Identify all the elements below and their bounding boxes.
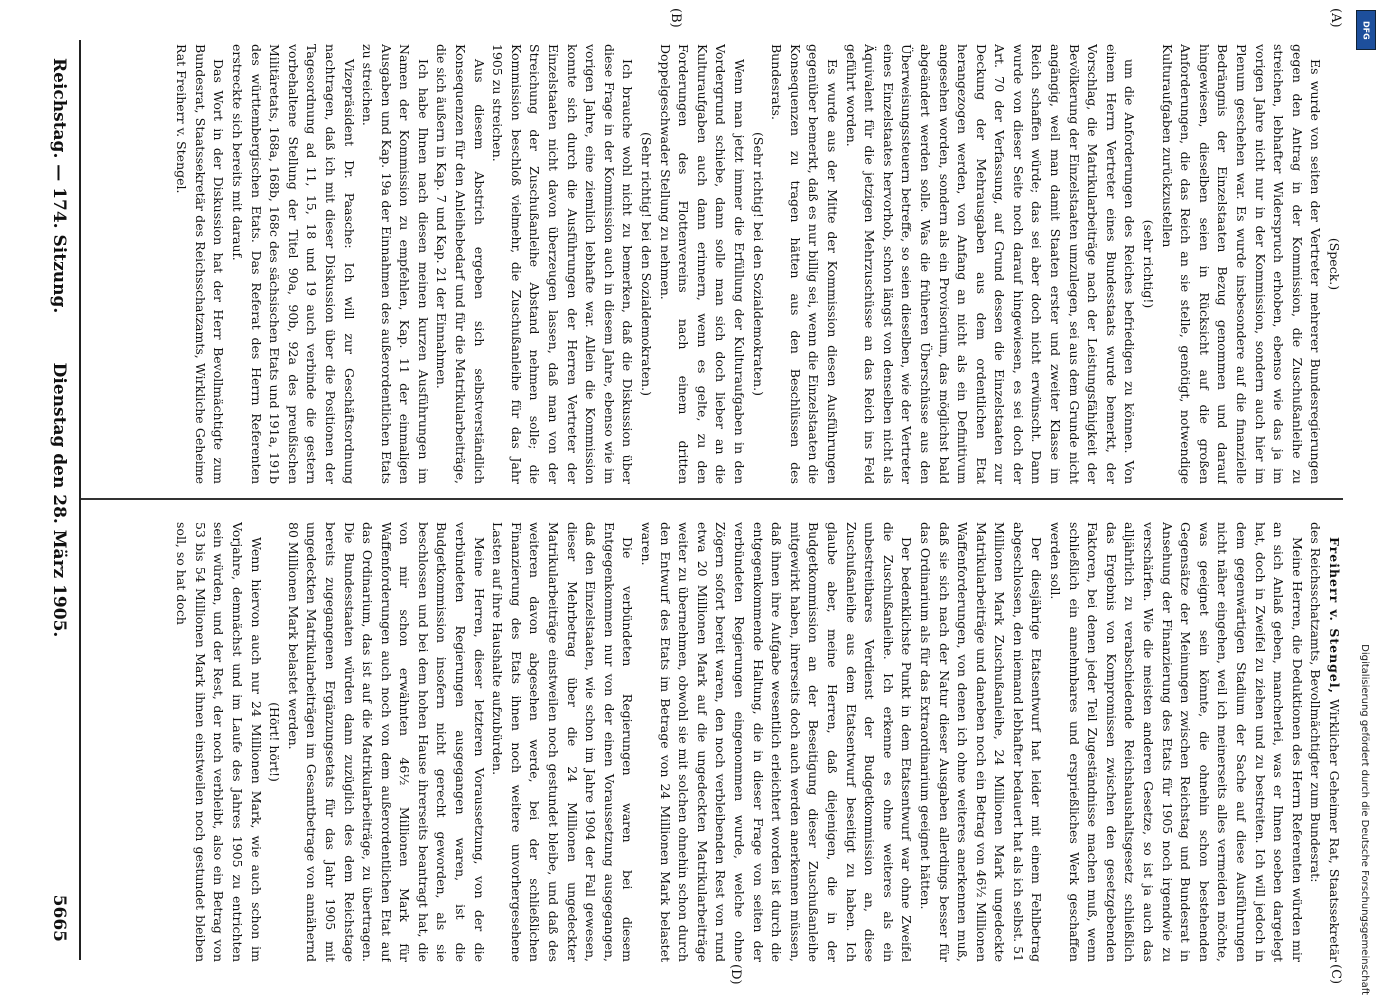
column-divider <box>81 498 1343 500</box>
margin-mark-a: (A) <box>1328 8 1343 28</box>
running-header <box>39 8 73 992</box>
paragraph: Der bedenklichste Punkt in dem Etatsentwurf war ohne Zweifel die Zuschußanleihe. Ich erkenne es ohne weiteres als ein unbestreitbares Verdienst der Budgetkommission an, diese Zuschußanleihe aus dem Etatsentwurf beseitigt zu haben. Ich glaube aber, meine Herren, daß diejenigen, die in der Budgetkommission an der Beseitigung dieser Zuschußanleihe mitgewirkt haben, ihrerseits doch auch werden anerkennen müssen, daß ihnen ihre Aufgabe wesentlich erleichtert worden ist durch die entgegenkommende Haltung, die in dieser Frage von seiten der verbündeten Regierungen eingenommen wurde, welche ohne Zögern sofort bereit waren, den noch verbleibenden Rest von rund etwa 20 Millionen Mark auf die ungedeckten Matrikularbeiträge weiter zu übernehmen, obwohl sie mit solchen ohnehin schon durch den Entwurf des Etats im Betrage von 24 Millionen Mark belastet waren. <box>639 522 915 962</box>
left-column <box>88 44 1343 484</box>
paragraph: Der diesjährige Etatsentwurf hat leider mit einem Fehlbetrag abgeschlossen, den niemand lebhafter bedauert hat als ich selbst. 51 Millionen Mark Zuschußanleihe, 24 Millionen Mark ungedeckte Matrikularbeiträge und daneben noch ein Betrag von 46½ Millionen Waffenforderungen, von denen ich ohne weiteres anerkennen muß, daß sie sich nach der Natur dieser Ausgaben allerdings besser für das Ordinarium als für das Extraordinarium geeignet hätten. <box>917 522 1045 962</box>
interjection: (Sehr richtig! bei den Sozialdemokraten.) <box>750 132 766 396</box>
header-date: Dienstag den 28. März 1905. <box>49 362 69 638</box>
paragraph: Meine Herren, dieser letzteren Voraussetzung, von der die verbündeten Regierungen ausgegangen waren, ist die Budgetkommission insofern nicht gerecht geworden, als sie beschlossen und bei dem hohen Hause ihrerseits beantragt hat, die von mir schon erwähnten 46½ Millionen Mark für Waffenforderungen auch noch von dem außerordentlichen Etat auf das Ordinarium, das ist auf die Matrikularbeiträge, zu übertragen. Die Bundesstaaten würden dann zuzüglich des dem Reichstage bereits zugegangenen Ergänzungsetats für das Jahr 1905 mit ungedeckten Matrikularbeiträgen im Gesamtbetrage von annähernd 80 Millionen Mark belastet werden. <box>285 522 487 962</box>
speaker-title: Wirklicher Geheimer Rat, Staatssekretär des Reichsschatzamts, Bevollmächtigter zum Bundesrat: <box>1308 522 1342 962</box>
paragraph: Das Wort in der Diskussion hat der Herr Bevollmächtigte zum Bundesrat, Staatssekretär des Reichsschatzamts, Wirkliche Geheime Rat Freiherr v. Stengel. <box>174 44 227 484</box>
margin-mark-b: (B) <box>668 8 683 28</box>
dfg-logo: DFG <box>1356 10 1376 50</box>
paragraph: Meine Herren, die Deduktionen des Herrn Referenten würden mir an sich Anlaß geben, mancherlei, was er Ihnen soeben dargelegt hat, doch in Zweifel zu ziehen und zu bestreiten. Ich will jedoch in dem gegenwärtigen Stadium der Sache auf diese Ausführungen nicht näher eingehen, weil ich meinerseits alles vermeiden möchte, was geeignet sein könnte, die ohnehin schon bestehenden Gegensätze der Meinungen zwischen Reichstag und Bundesrat in Ansehung der Finanzierung des Etats für 1905 noch irgendwie zu verschärfen. Wie die meisten anderen Gesetze, so ist ja auch das alljährlich zu verabschiedende Reichshaushaltsgesetz schließlich das Ergebnis von Kompromissen zwischen den gesetzgebenden Faktoren, bei denen jeder Teil Zugeständnisse machen muß, wenn schließlich ein annehmbares und ersprießliches Werk geschaffen werden soll. <box>1048 522 1305 962</box>
margin-mark-d: (D) <box>728 964 743 985</box>
paragraph: um die Anforderungen des Reiches befriedigen zu können. Von einem Herrn Vertreter eines Bundesstaats wurde bemerkt, der Vorschlag, die Matrikularbeiträge nach der Leistungsfähigkeit der Bevölkerung der Einzelstaaten umzulegen, sei aus dem Grunde nicht angängig, weil man damit Staaten erster und zweiter Klasse im Reich schaffen würde; das sei aber doch nicht erwünscht. Dann wurde von dieser Seite noch darauf hingewiesen, es sei doch der Art. 70 der Verfassung, auf Grund dessen die Einzelstaaten zur Deckung der Mehrausgaben aus dem ordentlichen Etat herangezogen werden, von Anfang an nicht als ein Definitivum angesehen worden, sondern als ein Provisorium, das möglichst bald abgeändert werden solle. Was die früheren Überschüsse aus den Überweisungssteuern betreffe, so seien dieselben, wie der Vertreter eines Einzelstaates hervorhob, schon längst von denselben nicht als Äquivalent für die jetzigen Mehrzuschüsse an das Reich ins Feld geführt worden. <box>843 44 1138 484</box>
paragraph: Vizepräsident Dr. Paasche: Ich will zur Geschäftsordnung nachtragen, daß ich mit dieser Diskussion über die Positionen der Tagesordnung ad 11, 15, 18 und 19 auch verbinde die gestern vorbehaltene Stellung der Titel 90a, 90b, 92a des preußischen Militäretats, 168a, 168b, 168c des sächsischen Etats und 191a, 191b des württembergischen Etats. Das Referat des Herrn Referenten erstreckte sich bereits mit darauf. <box>229 44 357 484</box>
page-number: 5665 <box>49 894 69 942</box>
speaker-name: Freiherr v. Stengel, <box>1327 537 1342 694</box>
interjection: (sehr richtig!) <box>1141 219 1157 309</box>
interjection: (Sehr richtig! bei den Sozialdemokraten.) <box>639 132 655 396</box>
interjection: (Hört! hört!) <box>267 702 283 782</box>
paragraph: Wenn man jetzt immer die Erfüllung der Kulturaufgaben in den Vordergrund schiebe, dann solle man sich doch lieber an die Kulturaufgaben auch dann erinnern, wenn es gelte, zu den Forderungen des Flottenvereins nach einem dritten Doppelgeschwader Stellung zu nehmen. <box>657 44 747 484</box>
paragraph: Es wurde von seiten der Vertreter mehrerer Bundesregierungen gegen den Antrag in der Kommission, die Zuschußanleihe zu streichen, lebhafter Widerspruch erhoben, ebenso wie das ja im vorigen Jahre nicht nur in der Kommission, sondern auch hier im Plenum geschehen war. Es wurde insbesondere auf die finanzielle Bedrängnis der Einzelstaaten Bezug genommen und darauf hingewiesen, dieselben seien in Rücksicht auf die großen Anforderungen, die das Reich an sie stelle, genötigt, notwendige Kulturaufgaben zurückzustellen <box>1159 44 1324 484</box>
header-left: Reichstag. — 174. Sitzung. <box>49 58 69 314</box>
speaker-tag: (Speck.) <box>1327 237 1342 291</box>
header-rule <box>79 40 81 960</box>
digitization-credit <box>1350 5 1378 995</box>
paragraph: Ich habe Ihnen nach diesen meinen kurzen Ausführungen im Namen der Kommission zu empfehlen, Kap. 11 der einmaligen Ausgaben und Kap. 19a der Einnahmen des außerordentlichen Etats zu streichen. <box>360 44 431 484</box>
margin-mark-c: (C) <box>1328 964 1343 985</box>
speaker-line <box>1306 522 1343 962</box>
credit-text: Digitalisierung gefördert durch die Deutsche Forschungsgemeinschaft <box>1359 644 1370 995</box>
paragraph: Die verbündeten Regierungen waren bei diesem Entgegenkommen nur von der einen Voraussetzung ausgegangen, daß den Einzelstaaten, wie schon im Jahre 1904 der Fall gewesen, dieser Mehrbetrag über die 24 Millionen ungedeckter Matrikularbeiträge einstweilen noch gestundet bleibe, und daß des weiteren davon abgesehen werde, bei der schließlichen Finanzierung des Etats ihnen noch weitere unvorhergesehene Lasten auf ihre Haushalte aufzubürden. <box>490 522 636 962</box>
paragraph: Ich brauche wohl nicht zu bemerken, daß die Diskussion über diese Frage in der Kommission auch in diesem Jahre, ebenso wie im vorigen Jahre, eine ziemlich lebhafte war. Allein die Kommission konnte sich durch die Ausführungen der Herren Vertreter der Einzelstaaten nicht davon überzeugen lassen, daß man von der Streichung der Zuschußanleihe Abstand nehmen solle; die Kommission beschloß vielmehr, die Zuschußanleihe für das Jahr 1905 zu streichen. <box>490 44 636 484</box>
paragraph: Es wurde aus der Mitte der Kommission diesen Ausführungen gegenüber bemerkt, daß es nur billig sei, wenn die Einzelstaaten die Konsequenzen zu tragen hätten aus den Beschlüssen des Bundesrats. <box>769 44 840 484</box>
paragraph: Aus diesem Abstrich ergeben sich selbstverständlich Konsequenzen für den Anleihebedarf und für die Matrikularbeiträge, die sich äußern in Kap. 7 und Kap. 21 der Einnahmen. <box>434 44 487 484</box>
paragraph: Wenn hiervon auch nur 24 Millionen Mark, wie auch schon im Vorjahre, demnächst und im Laufe des Jahres 1905 zu entrichten sein würden, und der Rest, der noch verbleibt, also ein Betrag von 53 bis 54 Millionen Mark ihnen einstweilen noch gestundet bleiben soll, so hat doch <box>174 522 264 962</box>
right-column <box>88 522 1343 962</box>
